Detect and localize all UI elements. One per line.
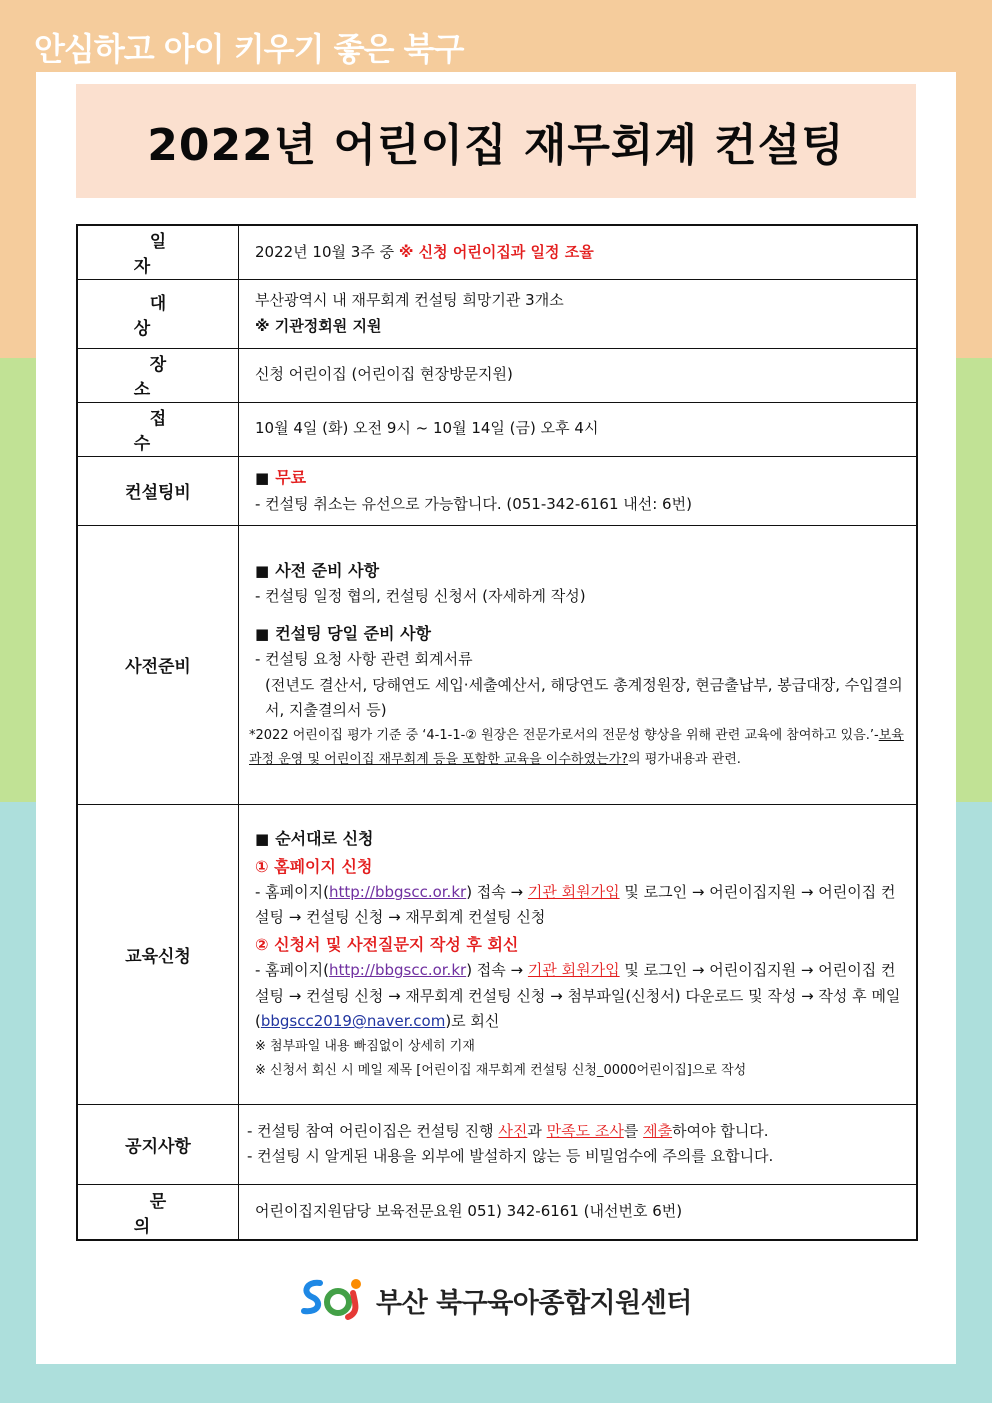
- apply-note1: ※ 첨부파일 내용 빠짐없이 상세히 기재: [255, 1038, 475, 1054]
- content-inquiry: 어린이집지원담당 보육전문요원 051) 342-6161 (내선번호 6번): [239, 1184, 918, 1240]
- date-text: 2022년 10월 3주 중: [255, 242, 399, 261]
- content-fee: [239, 456, 918, 525]
- content-place: 신청 어린이집 (어린이집 현장방문지원): [239, 348, 918, 402]
- label-reception: 접 수: [77, 402, 239, 456]
- apply-note2: ※ 신청서 회신 시 메일 제목 [어린이집 재무회계 컨설팅 신청_0000어린이집]으로 작성: [255, 1062, 747, 1078]
- apply-step1-desc: - 홈페이지(http://bbgscc.or.kr) 접속 → 기관 회원가입 및 로그인 → 어린이집지원 → 어린이집 컨설팅 → 컨설팅 신청 → 재무회계 컨설팅 신청: [255, 882, 896, 927]
- row-prep: [77, 525, 917, 804]
- row-reception: [77, 402, 917, 456]
- square-bullet-icon: ■: [255, 561, 270, 580]
- content-prep: [239, 525, 918, 804]
- homepage-link[interactable]: http://bbgscc.or.kr: [329, 961, 467, 980]
- prep-head2: 컨설팅 당일 준비 사항: [275, 623, 432, 643]
- prep-line1: - 컨설팅 일정 협의, 컨설팅 신청서 (자세하게 작성): [255, 587, 586, 606]
- label-notice: 공지사항: [77, 1104, 239, 1184]
- prep-line2: - 컨설팅 요청 사항 관련 회계서류: [255, 650, 473, 669]
- row-target: [77, 279, 917, 348]
- center-logo-icon: [298, 1275, 370, 1325]
- content-apply: [239, 804, 918, 1104]
- row-inquiry: [77, 1184, 917, 1240]
- row-date: [77, 225, 917, 279]
- email-link[interactable]: bbgscc2019@naver.com: [260, 1012, 446, 1031]
- row-fee: [77, 456, 917, 525]
- notice-line2: - 컨설팅 시 알게된 내용을 외부에 발설하지 않는 등 비밀엄수에 주의를 요합니다.: [247, 1147, 774, 1165]
- join-link[interactable]: 기관 회원가입: [527, 961, 620, 980]
- join-link[interactable]: 기관 회원가입: [527, 882, 620, 901]
- date-note: ※ 신청 어린이집과 일정 조율: [398, 242, 594, 261]
- fee-head: 무료: [275, 468, 307, 487]
- prep-note: *2022 어린이집 평가 기준 중 ‘4-1-1-② 원장은 전문가로서의 전문성 향상을 위해 관련 교육에 참여하고 있음.’-보육과정 운영 및 어린이집 재무회계 등을 포함한 교육을 이수하였는가?의 평가내용과 관련.: [249, 727, 904, 767]
- row-notice: [77, 1104, 917, 1184]
- label-inquiry: 문 의: [77, 1184, 239, 1240]
- apply-step2-desc: - 홈페이지(http://bbgscc.or.kr) 접속 → 기관 회원가입 및 로그인 → 어린이집지원 → 어린이집 컨설팅 → 컨설팅 신청 → 재무회계 컨설팅 신청 → 첨부파일(신청서) 다운로드 및 작성 → 작성 후 메일(bbgscc2019@naver.com)로 회신: [255, 961, 901, 1031]
- target-line2: ※ 기관정회원 지원: [255, 316, 382, 335]
- content-reception: 10월 4일 (화) 오전 9시 ~ 10월 14일 (금) 오후 4시: [239, 402, 918, 456]
- square-bullet-icon: ■: [255, 830, 270, 849]
- notice-line1: - 컨설팅 참여 어린이집은 컨설팅 진행 사진과 만족도 조사를 제출하여야 합니다.: [247, 1121, 769, 1140]
- poster-panel: [36, 72, 956, 1364]
- title-banner: [76, 84, 916, 198]
- page-title: 2022년 어린이집 재무회계 컨설팅: [147, 120, 845, 171]
- content-date: [239, 225, 918, 279]
- label-date: 일 자: [77, 225, 239, 279]
- apply-step1: ① 홈페이지 신청: [255, 856, 373, 876]
- label-fee: 컨설팅비: [77, 456, 239, 525]
- apply-head: 순서대로 신청: [275, 829, 374, 849]
- label-target: 대 상: [77, 279, 239, 348]
- prep-line3: (전년도 결산서, 당해연도 세입·세출예산서, 해당연도 총계정원장, 현금출납부, 봉급대장, 수입결의서, 지출결의서 등): [265, 675, 903, 720]
- apply-step2: ② 신청서 및 사전질문지 작성 후 회신: [255, 934, 519, 954]
- footer-logo: [298, 1275, 692, 1325]
- content-target: [239, 279, 918, 348]
- square-bullet-icon: ■: [255, 469, 270, 487]
- prep-head1: 사전 준비 사항: [275, 560, 380, 580]
- content-notice: [239, 1104, 918, 1184]
- slogan: 안심하고 아이 키우기 좋은 북구: [34, 30, 464, 68]
- row-apply: [77, 804, 917, 1104]
- info-table: [76, 224, 918, 1241]
- label-apply: 교육신청: [77, 804, 239, 1104]
- center-name: 부산 북구육아종합지원센터: [376, 1287, 692, 1319]
- row-place: [77, 348, 917, 402]
- target-line1: 부산광역시 내 재무회계 컨설팅 희망기관 3개소: [255, 291, 564, 309]
- square-bullet-icon: ■: [255, 624, 270, 643]
- homepage-link[interactable]: http://bbgscc.or.kr: [329, 882, 467, 901]
- label-prep: 사전준비: [77, 525, 239, 804]
- fee-line: - 컨설팅 취소는 유선으로 가능합니다. (051-342-6161 내선: 6번): [255, 494, 692, 513]
- label-place: 장 소: [77, 348, 239, 402]
